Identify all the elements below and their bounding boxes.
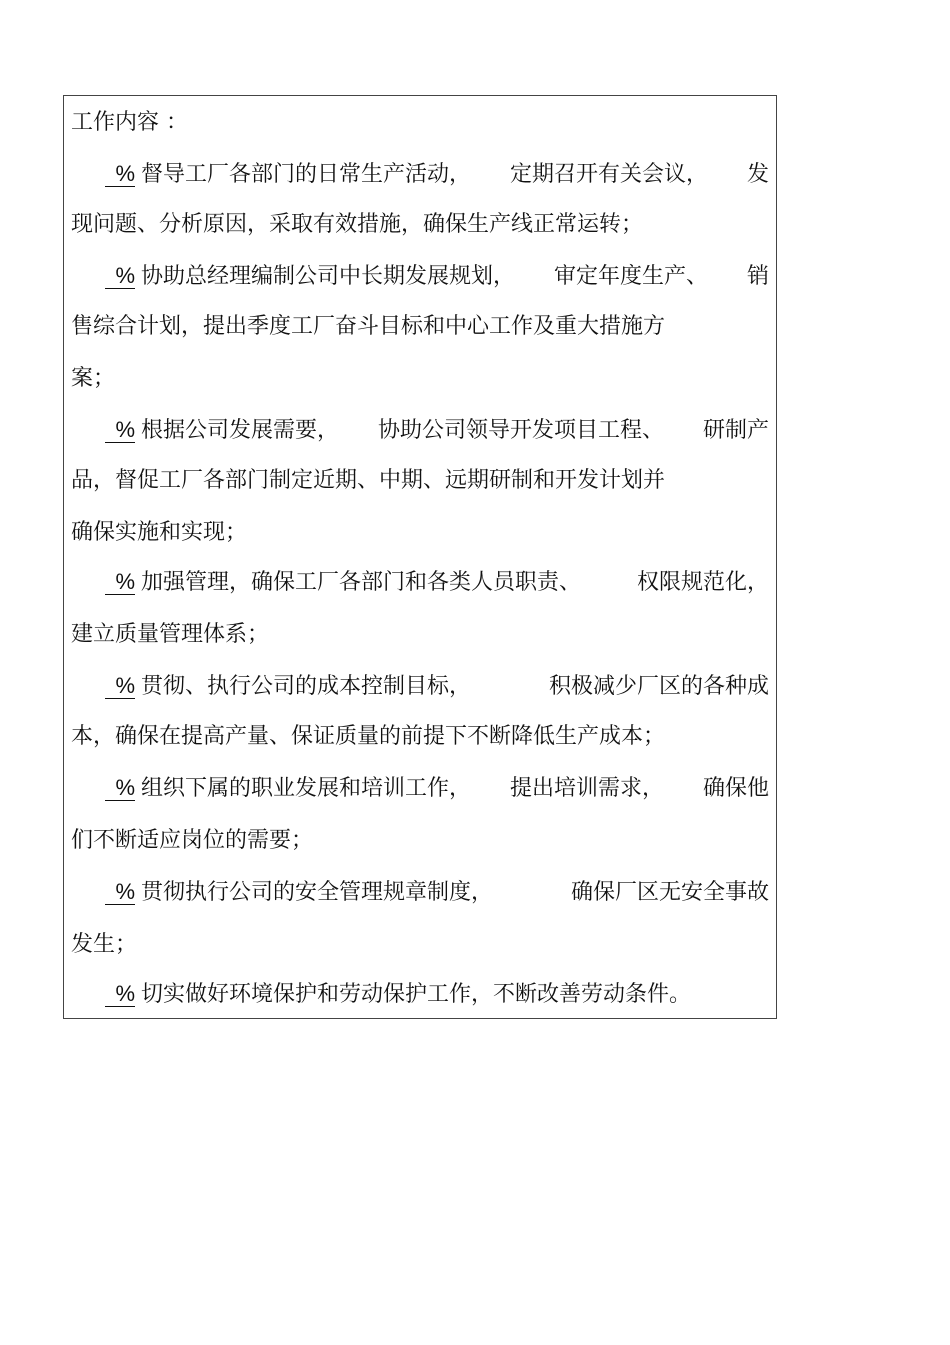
duty-text: 督导工厂各部门的日常生产活动， xyxy=(141,162,472,187)
bullet-marker: % xyxy=(105,418,135,443)
duty-text: 发 xyxy=(746,162,769,187)
duty-text: 提出培训需求， xyxy=(509,776,664,801)
duty-item-7-line-2 xyxy=(71,930,769,960)
duty-text: 组织下属的职业发展和培训工作， xyxy=(141,776,472,801)
duty-text: 研制产 xyxy=(702,418,769,443)
duty-text: 协助总经理编制公司中长期发展规划， xyxy=(141,264,516,289)
bullet-marker: % xyxy=(105,982,135,1007)
duty-text: 加强管理，确保工厂各部门和各类人员职责、 xyxy=(141,570,582,595)
bullet-marker: % xyxy=(105,570,135,595)
duty-text: 本，确保在提高产量、保证质量的前提下不断降低生产成本； xyxy=(71,724,666,749)
bullet-marker: % xyxy=(105,776,135,801)
duty-text: 确保厂区无安全事故 xyxy=(570,880,769,905)
duty-text: 切实做好环境保护和劳动保护工作，不断改善劳动条件。 xyxy=(141,982,692,1007)
duty-item-1-line-2 xyxy=(71,210,769,240)
duty-item-6-line-1 xyxy=(71,774,769,804)
duty-text: 审定年度生产、 xyxy=(553,264,708,289)
duty-text: 根据公司发展需要， xyxy=(141,418,340,443)
duty-item-3-line-1 xyxy=(71,416,769,446)
duty-item-3-line-2 xyxy=(71,466,769,496)
duty-text: 售综合计划，提出季度工厂奋斗目标和中心工作及重大措施方 xyxy=(71,314,666,339)
duty-text: 贯彻执行公司的安全管理规章制度， xyxy=(141,880,494,905)
bullet-marker: % xyxy=(105,674,135,699)
duty-text: 确保他 xyxy=(702,776,769,801)
duty-text: 定期召开有关会议， xyxy=(509,162,708,187)
duty-text: 发生； xyxy=(71,932,138,957)
job-content-box xyxy=(63,95,777,1019)
duty-item-1-line-1 xyxy=(71,160,769,190)
duty-item-7-line-1 xyxy=(71,878,769,908)
duty-text: 建立质量管理体系； xyxy=(71,622,270,647)
duty-text: 案； xyxy=(71,366,116,391)
bullet-marker: % xyxy=(105,162,135,187)
bullet-marker: % xyxy=(105,880,135,905)
duty-item-6-line-2 xyxy=(71,826,769,856)
duty-item-4-line-2 xyxy=(71,620,769,650)
duty-text: 们不断适应岗位的需要； xyxy=(71,828,314,853)
duty-item-5-line-2 xyxy=(71,722,769,752)
section-title: 工作内容 ： xyxy=(71,110,188,135)
duty-text: 贯彻、执行公司的成本控制目标， xyxy=(141,674,472,699)
duty-item-5-line-1 xyxy=(71,672,769,702)
duty-item-3-line-3 xyxy=(71,518,769,548)
duty-text: 确保实施和实现； xyxy=(71,520,248,545)
duty-item-8-line-1 xyxy=(71,980,769,1010)
duty-text: 现问题、分析原因，采取有效措施，确保生产线正常运转； xyxy=(71,212,644,237)
duty-item-2-line-2 xyxy=(71,312,769,342)
duty-text: 销 xyxy=(746,264,769,289)
duty-text: 品，督促工厂各部门制定近期、中期、远期研制和开发计划并 xyxy=(71,468,666,493)
duty-item-4-line-1 xyxy=(71,568,769,598)
bullet-marker: % xyxy=(105,264,135,289)
duty-item-2-line-1 xyxy=(71,262,769,292)
duty-text: 协助公司领导开发项目工程、 xyxy=(377,418,664,443)
duty-item-2-line-3 xyxy=(71,364,769,394)
duty-text: 积极减少厂区的各种成 xyxy=(548,674,769,699)
duty-text: 权限规范化， xyxy=(636,570,769,595)
